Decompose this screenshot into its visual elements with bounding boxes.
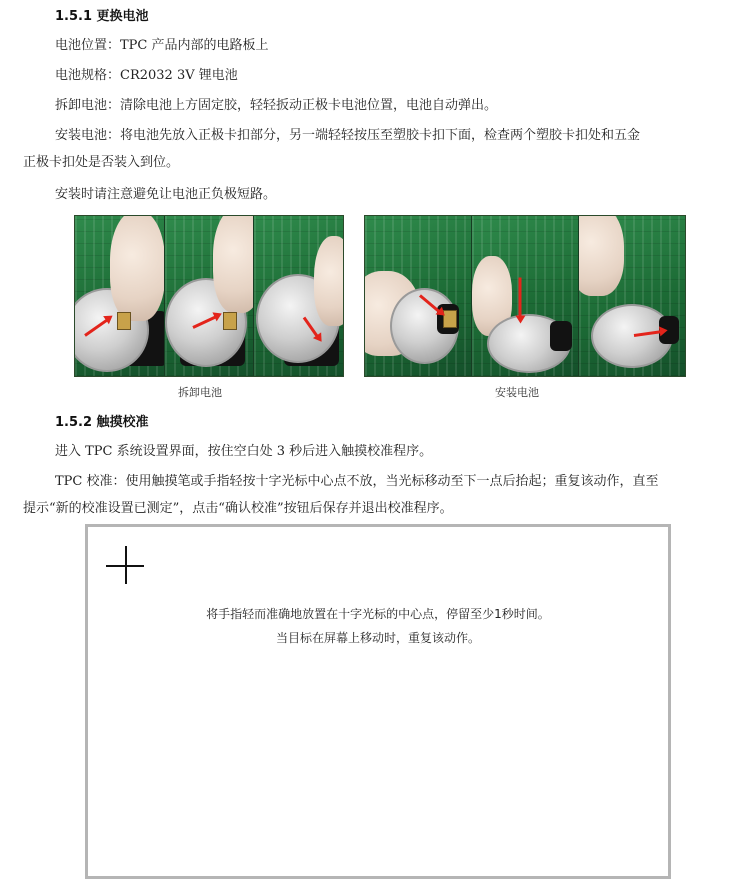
photo-panel [165, 216, 255, 376]
figure-caption-remove: 拆卸电池 [178, 386, 222, 399]
touch-calib-text-1: TPC 校准：使用触摸笔或手指轻按十字光标中心点不放，当光标移动至下一点后抬起；重复该动作，直至 [55, 474, 659, 489]
figure-caption-install: 安装电池 [495, 386, 539, 399]
battery-spec-text: 电池规格：CR2032 3V 锂电池 [55, 68, 238, 83]
section-heading-battery: 1.5.1 更换电池 [55, 9, 149, 24]
battery-install-text-1: 安装电池：将电池先放入正极卡扣部分，另一端轻轻按压至塑胶卡扣下面，检查两个塑胶卡扣处和五金 [55, 128, 641, 143]
photo-panel [365, 216, 472, 376]
photo-panel [75, 216, 165, 376]
crosshair-icon-vertical [125, 546, 127, 584]
install-battery-photo [364, 215, 686, 377]
photo-panel [472, 216, 579, 376]
photo-panel [254, 216, 343, 376]
remove-battery-photo [74, 215, 344, 377]
battery-location-text: 电池位置：TPC 产品内部的电路板上 [55, 38, 269, 53]
calibration-instruction-1: 将手指轻而准确地放置在十字光标的中心点，停留至少1秒时间。 [206, 607, 550, 621]
battery-caution-text: 安装时请注意避免让电池正负极短路。 [55, 187, 277, 202]
photo-panel [579, 216, 685, 376]
battery-install-text-2: 正极卡扣处是否装入到位。 [23, 155, 180, 170]
touch-calib-text-2: 提示“新的校准设置已测定”，点击“确认校准”按钮后保存并退出校准程序。 [23, 501, 453, 516]
calibration-screen [85, 524, 671, 879]
calibration-instruction-2: 当目标在屏幕上移动时，重复该动作。 [275, 631, 480, 645]
touch-enter-text: 进入 TPC 系统设置界面，按住空白处 3 秒后进入触摸校准程序。 [55, 444, 433, 459]
battery-remove-text: 拆卸电池：清除电池上方固定胶，轻轻扳动正极卡电池位置，电池自动弹出。 [55, 98, 498, 113]
section-heading-touch: 1.5.2 触摸校准 [55, 415, 149, 430]
